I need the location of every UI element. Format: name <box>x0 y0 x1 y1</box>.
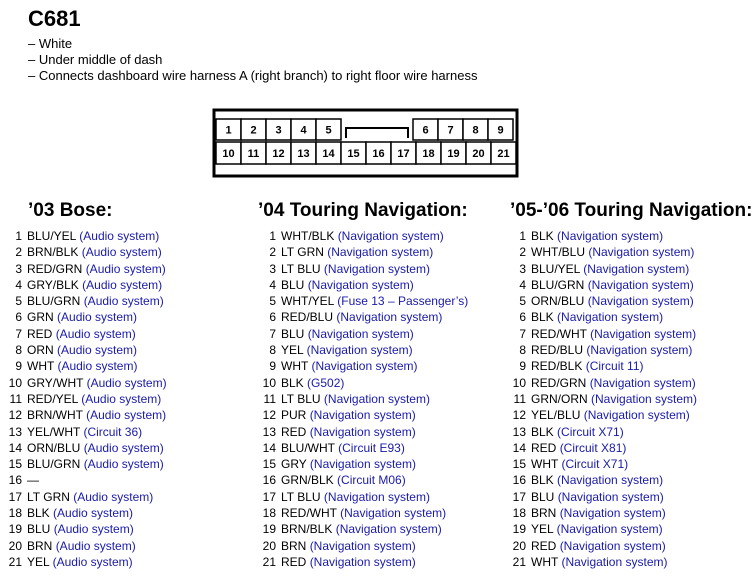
pin-number: 10 <box>8 375 22 390</box>
pin-row <box>512 342 697 358</box>
pin-label-2: 2 <box>250 124 257 137</box>
circuit-description: (Navigation system) <box>559 506 666 521</box>
pin-number: 4 <box>519 277 526 292</box>
pin-row <box>262 261 468 277</box>
pin-number: 21 <box>512 554 526 569</box>
wire-color: ORN/BLU <box>531 294 585 309</box>
circuit-description: (Audio system) <box>85 261 166 276</box>
pin-label-16: 16 <box>372 148 385 160</box>
pin-number: 19 <box>512 522 526 537</box>
circuit-description: (Audio system) <box>52 554 133 569</box>
circuit-description: (Audio system) <box>55 326 136 341</box>
circuit-description: (Navigation system) <box>327 245 434 260</box>
pin-row <box>8 472 167 488</box>
pin-row <box>262 407 468 423</box>
wire-color: BLU <box>27 522 51 537</box>
wire-color: RED/WHT <box>281 506 337 521</box>
wire-color: BRN/WHT <box>27 408 83 423</box>
circuit-description: (Navigation system) <box>309 408 416 423</box>
circuit-description: (Navigation system) <box>589 375 696 390</box>
wire-color: YEL <box>531 522 554 537</box>
pin-number: 16 <box>8 473 22 488</box>
circuit-description: (Audio system) <box>73 489 154 504</box>
pin-number: 17 <box>8 489 22 504</box>
pin-label-20: 20 <box>472 148 485 160</box>
wire-color: YEL <box>281 343 304 358</box>
circuit-description: (Audio system) <box>83 457 164 472</box>
pin-number: 13 <box>262 424 276 439</box>
pin-number: 6 <box>269 310 276 325</box>
wire-color: RED <box>531 538 557 553</box>
pin-number: 2 <box>269 245 276 260</box>
pin-row <box>512 538 697 554</box>
wire-color: — <box>27 473 39 488</box>
wire-color: BLU/WHT <box>281 440 335 455</box>
touring-05-06-pin-list <box>512 228 697 570</box>
circuit-description: (Navigation system) <box>309 424 416 439</box>
bose-pin-list <box>8 228 167 570</box>
pin-number: 17 <box>512 489 526 504</box>
pin-row <box>512 261 697 277</box>
wire-color: LT GRN <box>27 489 70 504</box>
wire-color: BLU/YEL <box>531 261 580 276</box>
pin-row <box>262 489 468 505</box>
wire-color: BLK <box>27 506 50 521</box>
pin-number: 21 <box>262 554 276 569</box>
wire-color: GRY/BLK <box>27 277 79 292</box>
pin-row <box>512 391 697 407</box>
pin-number: 11 <box>513 391 526 406</box>
wire-color: BRN/BLK <box>27 245 79 260</box>
wire-color: BLK <box>531 310 554 325</box>
pin-row <box>8 375 167 391</box>
pin-number: 1 <box>15 229 22 243</box>
circuit-description: (Navigation system) <box>307 277 414 292</box>
circuit-description: (Navigation system) <box>588 245 695 260</box>
circuit-description: (Navigation system) <box>337 229 444 243</box>
pin-number: 15 <box>512 457 526 472</box>
wire-color: WHT <box>27 359 55 374</box>
wire-color: WHT/BLK <box>281 229 335 243</box>
connector-title: C681 <box>28 6 81 31</box>
pin-number: 1 <box>519 229 526 243</box>
connector-pinout-diagram <box>211 108 521 178</box>
circuit-description: (Fuse 13 – Passenger’s) <box>337 294 469 309</box>
circuit-description: (Circuit X81) <box>559 440 627 455</box>
circuit-description: (Circuit 11) <box>585 359 644 374</box>
pin-label-17: 17 <box>397 148 410 160</box>
pin-number: 16 <box>512 473 526 488</box>
pin-row <box>262 440 468 456</box>
pin-row <box>512 472 697 488</box>
wire-color: LT BLU <box>281 391 321 406</box>
pin-number: 13 <box>512 424 526 439</box>
pin-row <box>8 440 167 456</box>
circuit-description: (Navigation system) <box>323 489 430 504</box>
pin-number: 1 <box>269 229 276 243</box>
circuit-description: (Navigation system) <box>561 554 668 569</box>
pin-row <box>512 358 697 374</box>
pin-number: 18 <box>8 506 22 521</box>
pin-label-8: 8 <box>472 124 479 137</box>
pin-row <box>8 538 167 554</box>
wire-color: BLU/GRN <box>27 294 81 309</box>
pin-number: 11 <box>263 391 276 406</box>
pin-label-12: 12 <box>272 148 285 160</box>
wire-color: RED <box>281 554 307 569</box>
pin-label-18: 18 <box>422 148 435 160</box>
touring-04-pin-list <box>262 228 468 570</box>
pin-number: 12 <box>262 408 276 423</box>
pin-number: 3 <box>519 261 526 276</box>
pin-row <box>262 277 468 293</box>
pin-number: 8 <box>269 343 276 358</box>
pin-number: 5 <box>519 294 526 309</box>
wire-color: BLK <box>281 375 304 390</box>
wire-color: BLU/YEL <box>27 229 76 243</box>
circuit-description: (Navigation system) <box>340 506 447 521</box>
pin-number: 12 <box>8 408 22 423</box>
wire-color: BLU <box>281 277 305 292</box>
pin-row <box>512 228 697 244</box>
wire-color: RED/BLU <box>531 343 584 358</box>
wire-color: RED/YEL <box>27 391 78 406</box>
pin-number: 3 <box>15 261 22 276</box>
pin-number: 16 <box>262 473 276 488</box>
wire-color: BLU <box>281 326 305 341</box>
circuit-description: (Navigation system) <box>307 326 414 341</box>
pin-number: 6 <box>519 310 526 325</box>
pin-number: 20 <box>262 538 276 553</box>
pin-number: 14 <box>262 440 276 455</box>
pin-row <box>8 407 167 423</box>
circuit-description: (G502) <box>307 375 345 390</box>
pin-row <box>8 554 167 570</box>
pin-label-10: 10 <box>222 148 235 160</box>
circuit-description: (Navigation system) <box>335 522 442 537</box>
pin-row <box>262 342 468 358</box>
pin-number: 7 <box>15 326 22 341</box>
pin-row <box>262 358 468 374</box>
pin-number: 11 <box>9 391 22 406</box>
wire-color: BLK <box>531 424 554 439</box>
wire-color: BLK <box>531 473 554 488</box>
wire-color: ORN <box>27 343 54 358</box>
pin-row <box>262 391 468 407</box>
circuit-description: (Circuit E93) <box>338 440 405 455</box>
pin-number: 7 <box>519 326 526 341</box>
pin-row <box>512 407 697 423</box>
pin-row <box>8 293 167 309</box>
pin-row <box>512 244 697 260</box>
bose-heading: ’03 Bose: <box>28 200 113 221</box>
wire-color: LT BLU <box>281 489 321 504</box>
pin-number: 4 <box>15 277 22 292</box>
pin-number: 4 <box>269 277 276 292</box>
circuit-description: (Audio system) <box>86 375 167 390</box>
circuit-description: (Audio system) <box>82 277 163 292</box>
pin-row <box>8 391 167 407</box>
wire-color: WHT/YEL <box>281 294 334 309</box>
pin-row <box>262 456 468 472</box>
pin-label-7: 7 <box>447 124 454 137</box>
wire-color: BRN <box>531 506 557 521</box>
circuit-description: (Navigation system) <box>557 473 664 488</box>
pin-label-3: 3 <box>275 124 282 137</box>
pin-row <box>512 326 697 342</box>
circuit-description: (Navigation system) <box>323 391 430 406</box>
pin-row <box>8 358 167 374</box>
wire-color: RED <box>27 326 53 341</box>
pin-number: 8 <box>15 343 22 358</box>
pin-row <box>512 456 697 472</box>
pin-number: 12 <box>512 408 526 423</box>
wire-color: RED/WHT <box>531 326 587 341</box>
wire-color: RED/BLU <box>281 310 334 325</box>
pin-row <box>262 244 468 260</box>
wire-color: RED/GRN <box>531 375 587 390</box>
pin-label-21: 21 <box>497 148 510 160</box>
pin-row <box>262 293 468 309</box>
pin-row <box>512 440 697 456</box>
circuit-description: (Navigation system) <box>557 229 664 243</box>
circuit-description: (Navigation system) <box>309 457 416 472</box>
pin-number: 15 <box>262 457 276 472</box>
circuit-description: (Audio system) <box>83 440 164 455</box>
pin-row <box>512 293 697 309</box>
touring-04-heading: ’04 Touring Navigation: <box>258 200 468 221</box>
pin-row <box>8 326 167 342</box>
wire-color: BRN <box>27 538 53 553</box>
wire-color: YEL/BLU <box>531 408 581 423</box>
pin-label-19: 19 <box>447 148 460 160</box>
pin-row <box>262 521 468 537</box>
pin-number: 9 <box>269 359 276 374</box>
pin-row <box>8 228 167 244</box>
pin-row <box>8 489 167 505</box>
pin-row <box>8 261 167 277</box>
pin-number: 8 <box>519 343 526 358</box>
pin-number: 2 <box>519 245 526 260</box>
circuit-description: (Circuit X71) <box>561 457 629 472</box>
wire-color: BLU/GRN <box>531 277 585 292</box>
pin-number: 20 <box>8 538 22 553</box>
pin-label-9: 9 <box>497 124 504 137</box>
pin-number: 7 <box>269 326 276 341</box>
pin-row <box>512 375 697 391</box>
wire-color: LT GRN <box>281 245 324 260</box>
wire-color: LT BLU <box>281 261 321 276</box>
pin-row <box>512 309 697 325</box>
circuit-description: (Audio system) <box>83 294 164 309</box>
wire-color: YEL <box>27 554 50 569</box>
wire-color: WHT <box>531 554 559 569</box>
pin-row <box>8 244 167 260</box>
pin-label-11: 11 <box>247 148 260 160</box>
circuit-description: (Audio system) <box>81 245 162 260</box>
pin-row <box>262 472 468 488</box>
circuit-description: (Navigation system) <box>587 277 694 292</box>
pin-number: 14 <box>8 440 22 455</box>
pin-number: 18 <box>262 506 276 521</box>
circuit-description: (Navigation system) <box>556 522 663 537</box>
circuit-description: (Audio system) <box>57 310 138 325</box>
pin-row <box>262 326 468 342</box>
pin-row <box>512 521 697 537</box>
pin-row <box>262 375 468 391</box>
pin-row <box>512 424 697 440</box>
circuit-description: (Navigation system) <box>336 310 443 325</box>
circuit-description: (Audio system) <box>79 229 160 243</box>
pin-number: 17 <box>262 489 276 504</box>
circuit-description: (Navigation system) <box>311 359 418 374</box>
pin-row <box>262 228 468 244</box>
wire-color: WHT <box>531 457 559 472</box>
wire-color: BLU/GRN <box>27 457 81 472</box>
pin-row <box>8 309 167 325</box>
circuit-description: (Circuit M06) <box>337 473 406 488</box>
wire-color: BRN <box>281 538 307 553</box>
connector-latch <box>346 128 408 138</box>
wire-color: WHT/BLU <box>531 245 585 260</box>
pin-number: 18 <box>512 506 526 521</box>
circuit-description: (Audio system) <box>53 506 134 521</box>
pin-number: 20 <box>512 538 526 553</box>
circuit-description: (Audio system) <box>55 538 136 553</box>
pin-row <box>512 505 697 521</box>
pin-row <box>512 489 697 505</box>
pin-row <box>8 277 167 293</box>
circuit-description: (Navigation system) <box>586 343 693 358</box>
touring-05-06-heading: ’05-’06 Touring Navigation: <box>510 200 753 221</box>
pin-row <box>8 424 167 440</box>
pin-row <box>8 521 167 537</box>
pin-label-1: 1 <box>225 124 232 137</box>
pin-row <box>262 309 468 325</box>
wire-color: GRN/BLK <box>281 473 334 488</box>
circuit-description: (Navigation system) <box>587 294 694 309</box>
wire-color: BLK <box>531 229 554 243</box>
circuit-description: (Navigation system) <box>557 310 664 325</box>
pin-row <box>262 505 468 521</box>
wire-color: PUR <box>281 408 307 423</box>
wire-color: BLU <box>531 489 555 504</box>
wire-color: RED/GRN <box>27 261 83 276</box>
pin-number: 14 <box>512 440 526 455</box>
wire-color: WHT <box>281 359 309 374</box>
circuit-description: (Audio system) <box>81 391 162 406</box>
pin-label-4: 4 <box>300 124 307 137</box>
circuit-description: (Audio system) <box>86 408 167 423</box>
circuit-description: (Audio system) <box>57 359 138 374</box>
circuit-description: (Navigation system) <box>309 538 416 553</box>
pin-row <box>262 538 468 554</box>
pin-row <box>512 554 697 570</box>
wire-color: ORN/BLU <box>27 440 81 455</box>
pin-number: 3 <box>269 261 276 276</box>
pin-row <box>262 554 468 570</box>
pin-number: 13 <box>8 424 22 439</box>
pin-row <box>8 342 167 358</box>
connector-description-note: – Connects dashboard wire harness A (right branch) to right floor wire harness <box>28 68 478 83</box>
pin-number: 19 <box>8 522 22 537</box>
wire-color: GRN <box>27 310 54 325</box>
pin-label-5: 5 <box>325 124 332 137</box>
circuit-description: (Circuit X71) <box>557 424 624 439</box>
pin-label-15: 15 <box>347 148 360 160</box>
wire-color: RED/BLK <box>531 359 583 374</box>
pin-number: 5 <box>15 294 22 309</box>
wire-color: RED <box>281 424 307 439</box>
pin-label-6: 6 <box>422 124 429 137</box>
wire-color: GRN/ORN <box>531 391 588 406</box>
circuit-description: (Navigation system) <box>583 408 690 423</box>
wire-color: GRY <box>281 457 307 472</box>
circuit-description: (Circuit 36) <box>83 424 143 439</box>
pin-number: 19 <box>262 522 276 537</box>
circuit-description: (Navigation system) <box>309 554 416 569</box>
wire-color: YEL/WHT <box>27 424 81 439</box>
pin-row <box>512 277 697 293</box>
pin-number: 6 <box>15 310 22 325</box>
pin-number: 2 <box>15 245 22 260</box>
pin-number: 5 <box>269 294 276 309</box>
connector-location-note: – Under middle of dash <box>28 52 163 67</box>
connector-color-note: – White <box>28 36 73 51</box>
wire-color: BRN/BLK <box>281 522 333 537</box>
circuit-description: (Navigation system) <box>323 261 430 276</box>
circuit-description: (Navigation system) <box>590 326 697 341</box>
circuit-description: (Navigation system) <box>591 391 698 406</box>
pin-row <box>8 505 167 521</box>
pin-number: 9 <box>519 359 526 374</box>
pin-number: 10 <box>512 375 526 390</box>
pin-row <box>8 456 167 472</box>
pin-number: 10 <box>262 375 276 390</box>
pin-label-13: 13 <box>297 148 310 160</box>
wire-color: GRY/WHT <box>27 375 84 390</box>
circuit-description: (Navigation system) <box>559 538 666 553</box>
pin-number: 21 <box>8 554 22 569</box>
circuit-description: (Navigation system) <box>583 261 690 276</box>
pin-label-14: 14 <box>322 148 335 160</box>
pin-number: 15 <box>8 457 22 472</box>
wire-color: RED <box>531 440 557 455</box>
circuit-description: (Audio system) <box>57 343 138 358</box>
pin-row <box>262 424 468 440</box>
circuit-description: (Navigation system) <box>557 489 664 504</box>
pin-number: 9 <box>15 359 22 374</box>
circuit-description: (Audio system) <box>53 522 134 537</box>
circuit-description: (Navigation system) <box>306 343 413 358</box>
